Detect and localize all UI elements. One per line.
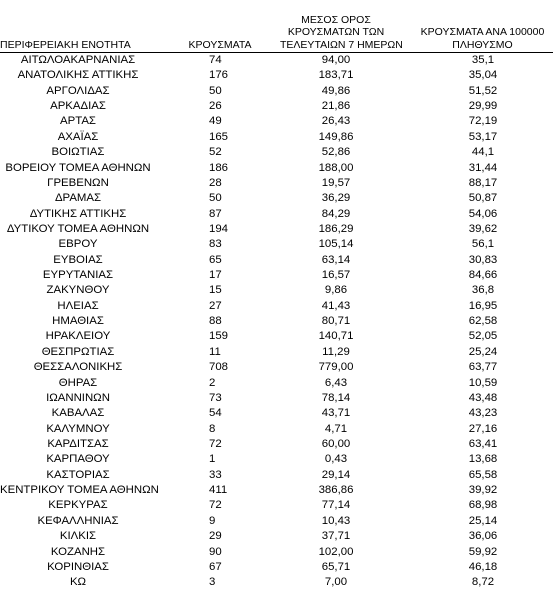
- cell-per-100k: 53,17: [468, 130, 498, 143]
- cell-avg-7-days: 0,43: [324, 453, 348, 466]
- cell-cases: 17: [209, 269, 222, 282]
- cell-cases: 52: [209, 146, 222, 159]
- cell-region: ΓΡΕΒΕΝΩΝ: [47, 176, 109, 189]
- cell-per-100k: 44,1: [471, 146, 495, 159]
- table-row: [0, 422, 553, 437]
- cell-cases: 176: [209, 69, 229, 82]
- cell-avg-7-days: 16,57: [321, 269, 351, 282]
- cell-avg-7-days: 41,43: [321, 299, 351, 312]
- header-per100k-line-1: ΚΡΟΥΣΜΑΤΑ ΑΝΑ 100000: [420, 26, 545, 38]
- header-region: ΠΕΡΙΦΕΡΕΙΑΚΗ ΕΝΟΤΗΤΑ: [0, 38, 131, 51]
- table-row: [0, 253, 553, 268]
- table-row: [0, 207, 553, 222]
- cell-per-100k: 52,05: [468, 330, 498, 343]
- cell-avg-7-days: 43,71: [321, 407, 351, 420]
- table-row: [0, 176, 553, 191]
- cell-region: ΚΑΛΥΜΝΟΥ: [46, 422, 110, 435]
- cell-region: ΗΛΕΙΑΣ: [57, 299, 99, 312]
- cell-avg-7-days: 183,71: [318, 69, 354, 82]
- cell-per-100k: 63,77: [468, 361, 498, 374]
- cell-region: ΔΥΤΙΚΟΥ ΤΟΜΕΑ ΑΘΗΝΩΝ: [6, 222, 150, 235]
- table-row: [0, 560, 553, 575]
- table-row: [0, 329, 553, 344]
- table-body: [0, 52, 553, 591]
- table-row: [0, 68, 553, 83]
- cell-cases: 88: [209, 315, 222, 328]
- cell-region: ΚΕΡΚΥΡΑΣ: [48, 499, 108, 512]
- header-avg-line-3: ΤΕΛΕΥΤΑΙΩΝ 7 ΗΜΕΡΩΝ: [280, 38, 403, 51]
- header-avg-7-days: [280, 13, 403, 52]
- cell-region: ΔΥΤΙΚΗΣ ΑΤΤΙΚΗΣ: [29, 207, 127, 220]
- cell-cases: 27: [209, 299, 222, 312]
- cell-region: ΘΕΣΠΡΩΤΙΑΣ: [41, 345, 115, 358]
- cell-per-100k: 62,58: [468, 315, 498, 328]
- table-row: [0, 299, 553, 314]
- table-row: [0, 406, 553, 421]
- cell-per-100k: 46,18: [468, 560, 498, 573]
- cell-per-100k: 43,23: [468, 407, 498, 420]
- cell-per-100k: 29,99: [468, 100, 498, 113]
- header-avg-line-1: ΜΕΣΟΣ ΟΡΟΣ: [301, 13, 371, 26]
- cell-avg-7-days: 186,29: [318, 222, 354, 235]
- cell-region: ΕΒΡΟΥ: [58, 238, 98, 251]
- cell-cases: 74: [209, 54, 222, 66]
- cell-avg-7-days: 10,43: [321, 514, 351, 527]
- table-row: [0, 514, 553, 529]
- cell-per-100k: 72,19: [468, 115, 498, 128]
- cell-cases: 50: [209, 192, 222, 205]
- cell-region: ΚΕΦΑΛΛΗΝΙΑΣ: [37, 514, 119, 527]
- header-cases: ΚΡΟΥΣΜΑΤΑ: [188, 38, 252, 51]
- cell-avg-7-days: 102,00: [318, 545, 354, 558]
- cell-cases: 194: [209, 222, 229, 235]
- cell-per-100k: 25,24: [468, 345, 498, 358]
- table-row: [0, 483, 553, 498]
- cell-region: ΕΥΒΟΙΑΣ: [53, 253, 103, 266]
- table-row: [0, 99, 553, 114]
- cell-region: ΚΑΣΤΟΡΙΑΣ: [46, 468, 110, 481]
- cell-per-100k: 25,14: [468, 514, 498, 527]
- table-row: [0, 376, 553, 391]
- cell-region: ΘΕΣΣΑΛΟΝΙΚΗΣ: [33, 361, 123, 374]
- cell-avg-7-days: 149,86: [318, 130, 354, 143]
- cell-region: ΘΗΡΑΣ: [58, 376, 98, 389]
- cell-region: ΚΟΡΙΝΘΙΑΣ: [47, 560, 109, 573]
- table-row: [0, 545, 553, 560]
- table-row: [0, 114, 553, 129]
- cell-avg-7-days: 60,00: [321, 437, 351, 450]
- cell-per-100k: 56,1: [471, 238, 495, 251]
- cell-cases: 67: [209, 560, 222, 573]
- cell-avg-7-days: 37,71: [321, 530, 351, 543]
- cell-avg-7-days: 94,00: [321, 54, 351, 66]
- cell-region: ΗΡΑΚΛΕΙΟΥ: [45, 330, 111, 343]
- cell-avg-7-days: 29,14: [321, 468, 351, 481]
- table-row: [0, 130, 553, 145]
- cell-avg-7-days: 188,00: [318, 161, 354, 174]
- cell-cases: 8: [209, 422, 216, 435]
- table-row: [0, 283, 553, 298]
- cell-region: ΚΑΒΑΛΑΣ: [51, 407, 105, 420]
- table-row: [0, 498, 553, 513]
- table-row: [0, 222, 553, 237]
- cell-region: ΒΟΙΩΤΙΑΣ: [51, 146, 105, 159]
- table-row: [0, 268, 553, 283]
- cell-region: ΕΥΡΥΤΑΝΙΑΣ: [42, 269, 114, 282]
- cell-per-100k: 30,83: [468, 253, 498, 266]
- cell-per-100k: 84,66: [468, 269, 498, 282]
- table-row: [0, 345, 553, 360]
- cell-cases: 72: [209, 499, 222, 512]
- table-row: [0, 437, 553, 452]
- cell-region: ΑΡΤΑΣ: [60, 115, 96, 128]
- cell-avg-7-days: 84,29: [321, 207, 351, 220]
- cell-per-100k: 63,41: [468, 437, 498, 450]
- table-row: [0, 468, 553, 483]
- cell-per-100k: 39,92: [468, 484, 498, 497]
- cell-region: ΒΟΡΕΙΟΥ ΤΟΜΕΑ ΑΘΗΝΩΝ: [5, 161, 151, 174]
- cell-region: ΙΩΑΝΝΙΝΩΝ: [46, 391, 110, 404]
- table-row: [0, 145, 553, 160]
- cell-region: ΔΡΑΜΑΣ: [54, 192, 102, 205]
- cell-cases: 50: [209, 84, 222, 97]
- cell-cases: 73: [209, 391, 222, 404]
- cell-cases: 26: [209, 100, 222, 113]
- cell-avg-7-days: 19,57: [321, 176, 351, 189]
- cell-cases: 29: [209, 530, 222, 543]
- cell-cases: 9: [209, 514, 216, 527]
- cell-avg-7-days: 779,00: [318, 361, 354, 374]
- cell-per-100k: 35,04: [468, 69, 498, 82]
- cell-per-100k: 31,44: [468, 161, 498, 174]
- table-row: [0, 314, 553, 329]
- cell-per-100k: 59,92: [468, 545, 498, 558]
- cell-avg-7-days: 49,86: [321, 84, 351, 97]
- cell-region: ΚΑΡΠΑΘΟΥ: [46, 453, 110, 466]
- cell-cases: 165: [209, 130, 229, 143]
- table-row: [0, 53, 553, 68]
- cell-avg-7-days: 78,14: [321, 391, 351, 404]
- cell-region: ΑΝΑΤΟΛΙΚΗΣ ΑΤΤΙΚΗΣ: [17, 69, 139, 82]
- table-row: [0, 452, 553, 467]
- cell-cases: 186: [209, 161, 229, 174]
- table-row: [0, 161, 553, 176]
- cell-avg-7-days: 52,86: [321, 146, 351, 159]
- cell-cases: 411: [209, 484, 228, 497]
- cell-region: ΑΙΤΩΛΟΑΚΑΡΝΑΝΙΑΣ: [20, 54, 136, 66]
- cell-avg-7-days: 36,29: [321, 192, 351, 205]
- cell-avg-7-days: 77,14: [321, 499, 351, 512]
- table-row: [0, 575, 553, 590]
- cell-per-100k: 68,98: [468, 499, 498, 512]
- cell-region: ΑΡΓΟΛΙΔΑΣ: [46, 84, 110, 97]
- cell-avg-7-days: 9,86: [324, 284, 348, 297]
- header-per100k-line-2: ΠΛΗΘΥΣΜΟ: [452, 38, 513, 51]
- cell-per-100k: 13,68: [468, 453, 498, 466]
- table-row: [0, 191, 553, 206]
- table-row: [0, 84, 553, 99]
- header-cases-per-100k: [412, 26, 553, 51]
- cell-region: ΚΙΛΚΙΣ: [59, 530, 97, 543]
- cell-cases: 159: [209, 330, 229, 343]
- cell-per-100k: 8,72: [471, 576, 495, 589]
- cell-region: ΑΧΑΪΑΣ: [57, 130, 99, 143]
- cell-per-100k: 88,17: [468, 176, 498, 189]
- cell-per-100k: 54,06: [468, 207, 498, 220]
- cell-avg-7-days: 6,43: [324, 376, 348, 389]
- table-row: [0, 360, 553, 375]
- cell-region: ΚΕΝΤΡΙΚΟΥ ΤΟΜΕΑ ΑΘΗΝΩΝ: [0, 484, 159, 497]
- cell-region: ΚΟΖΑΝΗΣ: [50, 545, 106, 558]
- cell-avg-7-days: 80,71: [321, 315, 351, 328]
- cell-per-100k: 43,48: [468, 391, 498, 404]
- cell-avg-7-days: 21,86: [321, 100, 351, 113]
- cell-cases: 11: [209, 345, 221, 358]
- cell-cases: 83: [209, 238, 222, 251]
- cell-cases: 2: [209, 376, 216, 389]
- cell-cases: 3: [209, 576, 216, 589]
- table-row: [0, 391, 553, 406]
- cell-per-100k: 16,95: [468, 299, 498, 312]
- cell-cases: 15: [209, 284, 222, 297]
- table-header: [0, 0, 553, 52]
- cell-avg-7-days: 4,71: [324, 422, 348, 435]
- cell-avg-7-days: 140,71: [318, 330, 354, 343]
- cell-per-100k: 35,1: [471, 54, 495, 66]
- cell-avg-7-days: 11,29: [322, 345, 350, 358]
- cell-per-100k: 50,87: [468, 192, 498, 205]
- cell-region: ΑΡΚΑΔΙΑΣ: [50, 100, 106, 113]
- cell-cases: 54: [209, 407, 222, 420]
- cell-avg-7-days: 65,71: [321, 560, 351, 573]
- cell-cases: 72: [209, 437, 222, 450]
- cell-cases: 708: [209, 361, 229, 374]
- table-row: [0, 529, 553, 544]
- cell-region: ΚΑΡΔΙΤΣΑΣ: [47, 437, 109, 450]
- cell-region: ΖΑΚΥΝΘΟΥ: [46, 284, 110, 297]
- cell-per-100k: 65,58: [468, 468, 498, 481]
- cell-avg-7-days: 105,14: [318, 238, 354, 251]
- cell-avg-7-days: 7,00: [324, 576, 348, 589]
- header-avg-line-2: ΚΡΟΥΣΜΑΤΩΝ ΤΩΝ: [287, 26, 385, 38]
- cell-per-100k: 27,16: [468, 422, 498, 435]
- cell-cases: 49: [209, 115, 222, 128]
- table-row: [0, 237, 553, 252]
- cell-avg-7-days: 26,43: [321, 115, 351, 128]
- cell-region: ΗΜΑΘΙΑΣ: [52, 315, 104, 328]
- cell-per-100k: 51,52: [468, 84, 498, 97]
- cell-per-100k: 10,59: [468, 376, 498, 389]
- cell-cases: 28: [209, 176, 222, 189]
- cell-cases: 90: [209, 545, 222, 558]
- cell-avg-7-days: 63,14: [321, 253, 351, 266]
- cell-cases: 1: [209, 453, 216, 466]
- cell-cases: 33: [209, 468, 222, 481]
- cell-per-100k: 36,8: [471, 284, 495, 297]
- cell-avg-7-days: 386,86: [318, 484, 354, 497]
- cell-region: ΚΩ: [69, 576, 87, 589]
- cell-per-100k: 39,62: [468, 222, 498, 235]
- cell-cases: 87: [209, 207, 222, 220]
- cell-per-100k: 36,06: [468, 530, 498, 543]
- cell-cases: 65: [209, 253, 222, 266]
